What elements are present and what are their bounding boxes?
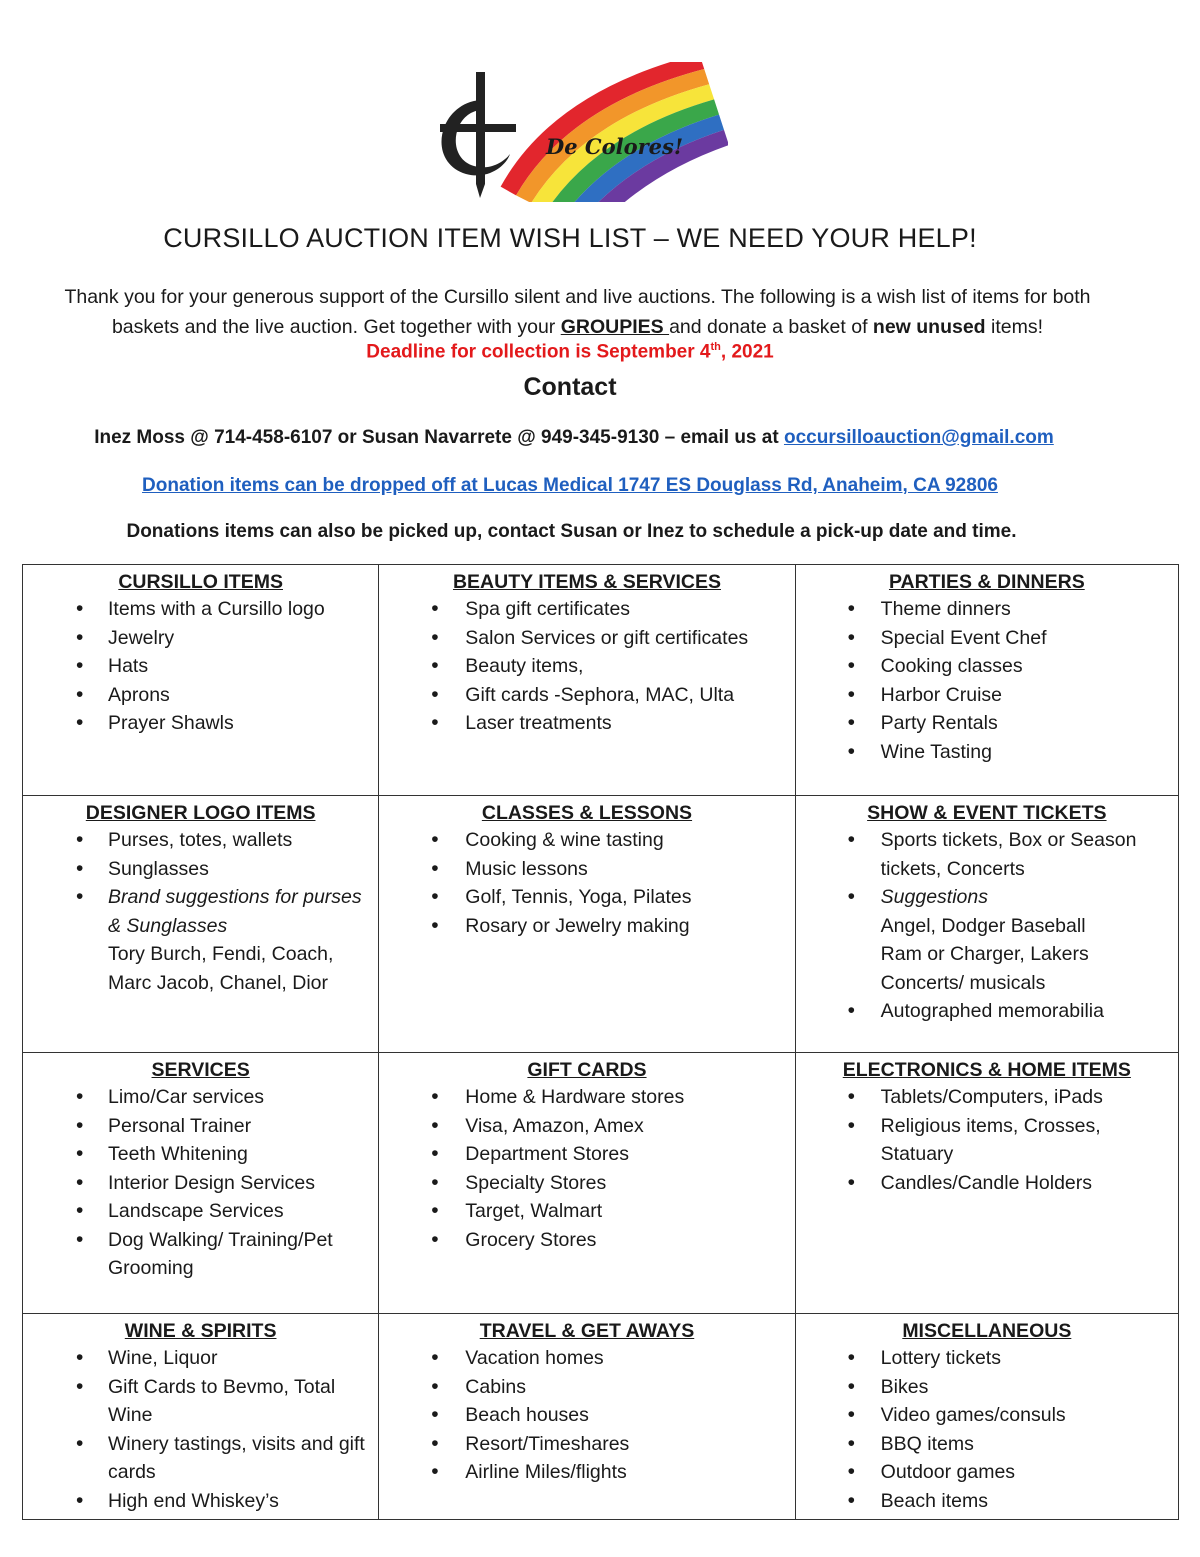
category-parties [795, 565, 1178, 796]
dropoff-notice [0, 475, 1140, 497]
logo-text: De Colores! [546, 134, 684, 159]
list-item: • Golf, Tennis, Yoga, Pilates [387, 883, 786, 912]
category-title: CLASSES & LESSONS [481, 802, 693, 824]
list-item: • Video games/consuls [804, 1401, 1170, 1430]
list-item: • Salon Services or gift certificates [387, 624, 786, 653]
item-list [387, 1344, 786, 1487]
category-wine [23, 1314, 379, 1520]
list-item: • Wine, Liquor [31, 1344, 370, 1373]
list-item: • Prayer Shawls [31, 709, 370, 738]
page-title: CURSILLO AUCTION ITEM WISH LIST – WE NEED YOUR HELP! [163, 223, 977, 253]
suggestions-line: Ram or Charger, Lakers [880, 943, 1089, 965]
list-item: • Home & Hardware stores [387, 1083, 786, 1112]
list-item: • Items with a Cursillo logo [31, 595, 370, 624]
item-list [31, 1083, 370, 1283]
list-item: • Gift cards -Sephora, MAC, Ulta [387, 681, 786, 710]
table-row [23, 1053, 1179, 1314]
category-services [23, 1053, 379, 1314]
intro-text-2: and donate a basket of [669, 316, 873, 338]
category-cursillo [23, 565, 379, 796]
list-item: • High end Whiskey’s [31, 1487, 370, 1516]
list-item: • Sports tickets, Box or Season tickets, Concerts [804, 826, 1170, 883]
list-item: • Dog Walking/ Training/Pet Grooming [31, 1226, 370, 1283]
category-giftcards [379, 1053, 795, 1314]
email-link[interactable]: occursilloauction@gmail.com [783, 427, 1054, 448]
category-classes [379, 796, 795, 1053]
deadline-sup: th [710, 341, 721, 353]
category-title: ELECTRONICS & HOME ITEMS [842, 1059, 1131, 1081]
suggestions-line: Angel, Dodger Baseball [880, 914, 1086, 937]
dropoff-link[interactable]: Donation items can be dropped off at Lucas Medical 1747 ES Douglass Rd, Anaheim, CA 92806 [142, 475, 998, 496]
list-item: • Target, Walmart [387, 1197, 786, 1226]
item-list [387, 595, 786, 738]
list-item: • Specialty Stores [387, 1169, 786, 1198]
item-list [31, 1344, 370, 1515]
deadline-text: Deadline for collection is September 4 [366, 341, 711, 363]
item-list [804, 1344, 1170, 1515]
list-item: • Aprons [31, 681, 370, 710]
table-row [23, 796, 1179, 1053]
list-item: • Winery tastings, visits and gift cards [31, 1430, 370, 1487]
list-item: • Personal Trainer [31, 1112, 370, 1141]
list-item: • Vacation homes [387, 1344, 786, 1373]
category-title: BEAUTY ITEMS & SERVICES [452, 571, 721, 593]
contact-line [0, 427, 1148, 449]
list-item: • Wine Tasting [804, 738, 1170, 767]
category-title: DESIGNER LOGO ITEMS [85, 802, 316, 824]
item-list [31, 595, 370, 738]
category-title: MISCELLANEOUS [902, 1320, 1072, 1342]
intro-groupies: GROUPIES [560, 316, 670, 338]
list-item: • Rosary or Jewelry making [387, 912, 786, 941]
list-item: • Hats [31, 652, 370, 681]
list-item: • Lottery tickets [804, 1344, 1170, 1373]
category-electronics [795, 1053, 1178, 1314]
contact-text: Inez Moss @ 714-458-6107 or Susan Navarrete @ 949-345-9130 – email us at [94, 427, 784, 448]
category-designer [23, 796, 379, 1053]
list-item: • BBQ items [804, 1430, 1170, 1459]
category-title: SERVICES [151, 1059, 250, 1081]
list-item: • Outdoor games [804, 1458, 1170, 1487]
item-list [804, 595, 1170, 766]
list-item: • Beach houses [387, 1401, 786, 1430]
contact-heading: Contact [523, 373, 617, 401]
category-title: TRAVEL & GET AWAYS [479, 1320, 695, 1342]
list-item: • Resort/Timeshares [387, 1430, 786, 1459]
brand-suggestion-label: Brand suggestions for purses & Sunglasses [108, 886, 362, 937]
wish-list-table [22, 564, 1179, 1520]
rainbow-cross-icon [418, 62, 728, 202]
brand-list: Tory Burch, Fendi, Coach, Marc Jacob, Chanel, Dior [108, 943, 334, 994]
category-title: GIFT CARDS [527, 1059, 647, 1081]
intro-text-3: items! [985, 316, 1044, 338]
table-row [23, 1314, 1179, 1520]
deadline-year: , 2021 [720, 341, 774, 363]
category-title: CURSILLO ITEMS [118, 571, 283, 593]
suggestions-line: Concerts/ musicals [880, 971, 1046, 994]
list-item: • Beauty items, [387, 652, 786, 681]
item-list [31, 826, 370, 997]
list-item: • Autographed memorabilia [804, 997, 1170, 1026]
list-item: • Gift Cards to Bevmo, Total Wine [31, 1373, 370, 1430]
item-list [804, 1083, 1170, 1197]
category-title: SHOW & EVENT TICKETS [867, 802, 1107, 824]
list-item: • Department Stores [387, 1140, 786, 1169]
list-item: • Interior Design Services [31, 1169, 370, 1198]
list-item: • Grocery Stores [387, 1226, 786, 1255]
list-item: • Laser treatments [387, 709, 786, 738]
table-row [23, 565, 1179, 796]
list-item: • Spa gift certificates [387, 595, 786, 624]
intro-paragraph [30, 282, 1125, 342]
intro-new-unused: new unused [872, 316, 986, 338]
category-misc [795, 1314, 1178, 1520]
list-item: • Sunglasses [31, 855, 370, 884]
category-title: PARTIES & DINNERS [888, 571, 1085, 593]
deadline-notice [0, 341, 1140, 363]
list-item: • Airline Miles/flights [387, 1458, 786, 1487]
de-colores-logo [418, 62, 728, 202]
list-item: • Party Rentals [804, 709, 1170, 738]
list-item: • Candles/Candle Holders [804, 1169, 1170, 1198]
list-item: • Theme dinners [804, 595, 1170, 624]
category-title: WINE & SPIRITS [124, 1320, 277, 1342]
list-item: • Purses, totes, wallets [31, 826, 370, 855]
list-item [31, 883, 370, 997]
list-item: • Bikes [804, 1373, 1170, 1402]
category-travel [379, 1314, 795, 1520]
list-item: • Visa, Amazon, Amex [387, 1112, 786, 1141]
list-item: • Beach items [804, 1487, 1170, 1516]
list-item: • Cooking classes [804, 652, 1170, 681]
list-item: • Harbor Cruise [804, 681, 1170, 710]
pickup-notice: Donations items can also be picked up, contact Susan or Inez to schedule a pick-up date and time. [126, 521, 1017, 542]
list-item: • Tablets/Computers, iPads [804, 1083, 1170, 1112]
list-item [804, 883, 1170, 997]
list-item: • Religious items, Crosses, Statuary [804, 1112, 1170, 1169]
list-item: • Cabins [387, 1373, 786, 1402]
list-item: • Special Event Chef [804, 624, 1170, 653]
suggestions-label: Suggestions [880, 886, 988, 908]
item-list [387, 826, 786, 940]
category-tickets [795, 796, 1178, 1053]
list-item: • Teeth Whitening [31, 1140, 370, 1169]
list-item: • Jewelry [31, 624, 370, 653]
list-item: • Music lessons [387, 855, 786, 884]
list-item: • Limo/Car services [31, 1083, 370, 1112]
item-list [387, 1083, 786, 1254]
list-item: • Landscape Services [31, 1197, 370, 1226]
intro-text-1: Thank you for your generous support of the Cursillo silent and live auctions. The following is a wish list of items for both baskets and the live auction. Get together with your [64, 286, 1091, 338]
item-list [804, 826, 1170, 1026]
category-beauty [379, 565, 795, 796]
list-item: • Cooking & wine tasting [387, 826, 786, 855]
